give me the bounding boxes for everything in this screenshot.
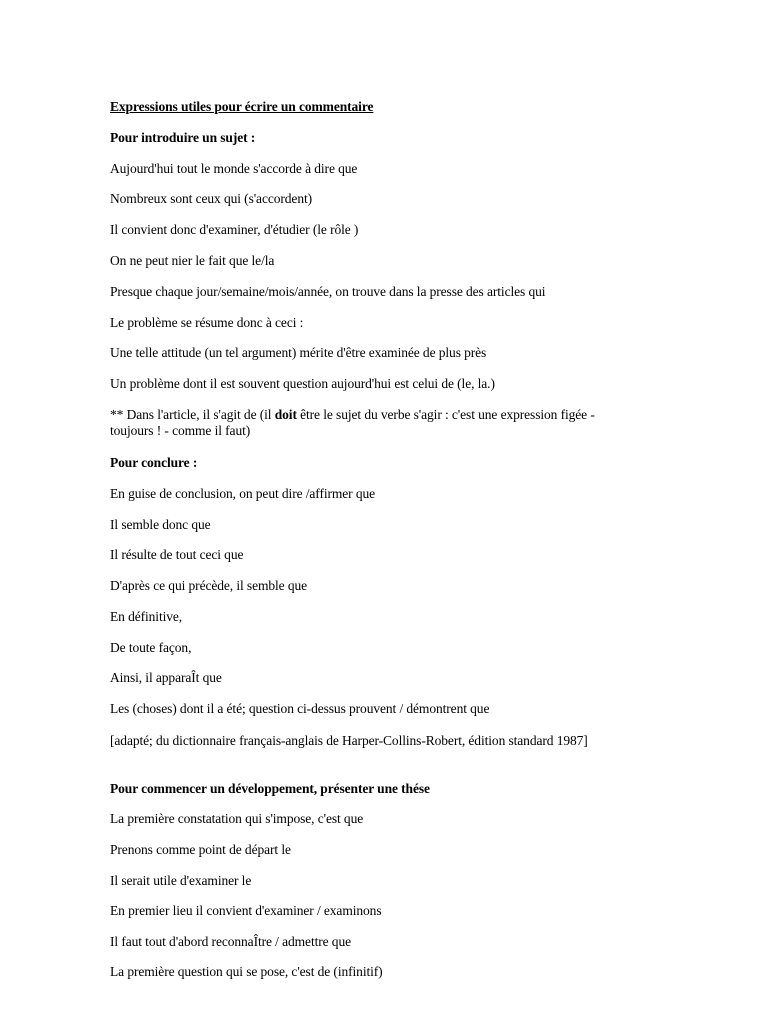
conclusion-line-8: Les (choses) dont il a été; question ci-dessus prouvent / démontrent que [110, 701, 490, 716]
development-line-3: Il serait utile d'examiner le [110, 873, 252, 888]
development-line-1: La première constatation qui s'impose, c'est que [110, 811, 364, 826]
intro-line-1: Aujourd'hui tout le monde s'accorde à dire que [110, 161, 358, 176]
intro-line-8: Un problème dont il est souvent question aujourd'hui est celui de (le, la.) [110, 376, 495, 391]
intro-line-7: Une telle attitude (un tel argument) mérite d'être examinée de plus près [110, 345, 487, 360]
conclusion-line-3: Il résulte de tout ceci que [110, 547, 244, 562]
grammar-note-prefix: ** Dans l'article, il s'agit de (il [110, 407, 275, 422]
section-heading-conclusion: Pour conclure : [110, 455, 198, 470]
section-heading-introduction: Pour introduire un sujet : [110, 130, 256, 145]
grammar-note [110, 407, 640, 439]
intro-line-5: Presque chaque jour/semaine/mois/année, on trouve dans la presse des articles qui [110, 284, 546, 299]
conclusion-line-4: D'après ce qui précède, il semble que [110, 578, 308, 593]
intro-line-6: Le problème se résume donc à ceci : [110, 315, 304, 330]
intro-line-4: On ne peut nier le fait que le/la [110, 253, 275, 268]
conclusion-line-6: De toute façon, [110, 640, 192, 655]
grammar-note-emphasis: doit [274, 407, 297, 422]
development-line-2: Prenons comme point de départ le [110, 842, 291, 857]
conclusion-line-1: En guise de conclusion, on peut dire /affirmer que [110, 486, 376, 501]
development-line-6: La première question qui se pose, c'est de (infinitif) [110, 964, 383, 979]
conclusion-line-5: En définitive, [110, 609, 183, 624]
document-title: Expressions utiles pour écrire un commentaire [110, 99, 374, 114]
conclusion-line-7: Ainsi, il apparaÎt que [110, 670, 222, 685]
intro-line-2: Nombreux sont ceux qui (s'accordent) [110, 191, 313, 206]
grammar-note-suffix: être le sujet du verbe s'agir : c'est une expression figée - toujours ! - comme il faut) [110, 407, 595, 438]
intro-line-3: Il convient donc d'examiner, d'étudier (le rôle ) [110, 222, 359, 237]
development-line-5: Il faut tout d'abord reconnaÎtre / admettre que [110, 934, 352, 949]
source-citation: [adapté; du dictionnaire français-anglais de Harper-Collins-Robert, édition standard 1987] [110, 733, 588, 748]
conclusion-line-2: Il semble donc que [110, 517, 211, 532]
section-heading-development: Pour commencer un développement, présenter une thése [110, 781, 430, 796]
development-line-4: En premier lieu il convient d'examiner / examinons [110, 903, 382, 918]
